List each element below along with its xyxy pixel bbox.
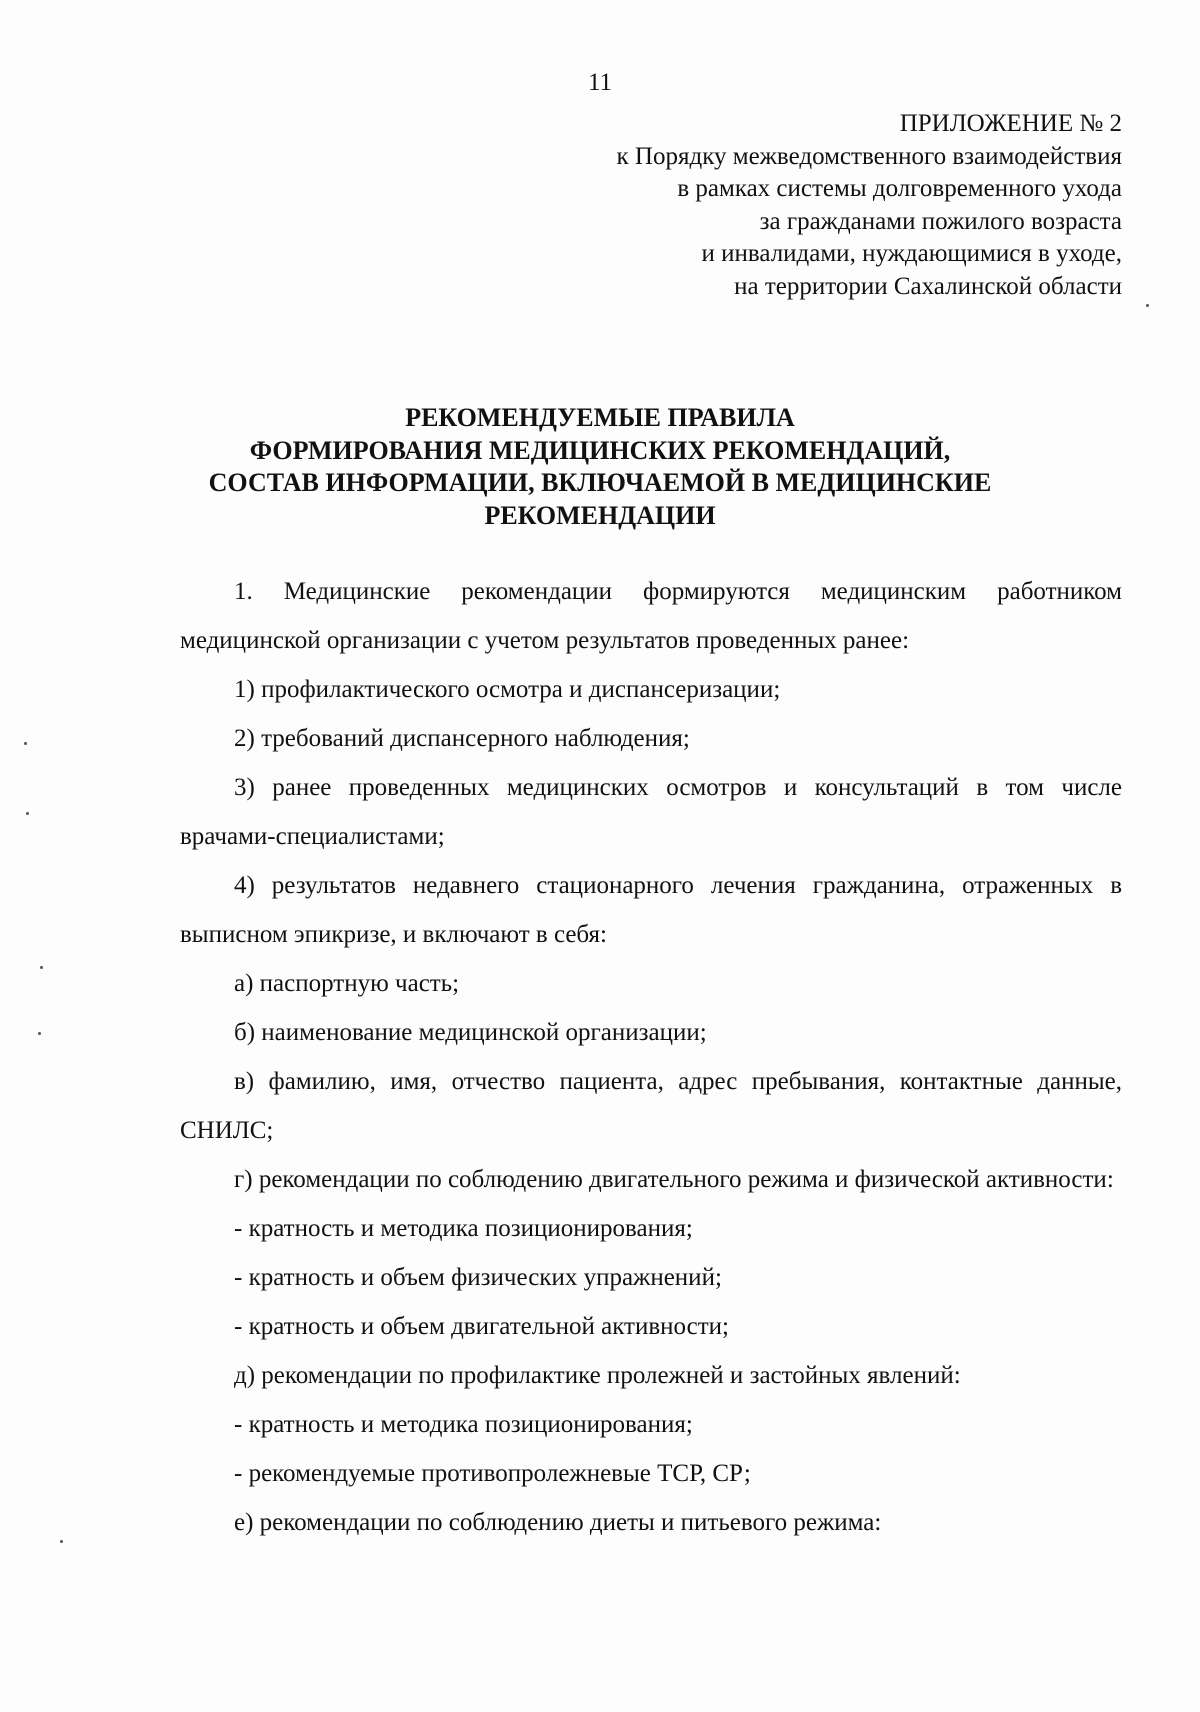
list-item-3: 3) ранее проведенных медицинских осмотров и консультаций в том числе врачами-специалистами;	[180, 774, 1122, 850]
subitem-d: д) рекомендации по профилактике пролежней и застойных явлений:	[234, 1362, 961, 1389]
scan-speck	[26, 812, 29, 815]
appendix-line: ПРИЛОЖЕНИЕ № 2	[899, 110, 1122, 137]
appendix-line: к Порядку межведомственного взаимодействия	[616, 142, 1122, 170]
scan-speck	[40, 966, 43, 969]
subitem-v: в) фамилию, имя, отчество пациента, адрес пребывания, контактные данные, СНИЛС;	[180, 1068, 1122, 1144]
list-item-4: 4) результатов недавнего стационарного лечения гражданина, отраженных в выписном эпикризе, и включают в себя:	[180, 872, 1122, 948]
document-title	[0, 402, 1200, 532]
scan-speck	[1146, 304, 1149, 307]
subitem-g-dash-1: - кратность и методика позиционирования;	[234, 1215, 693, 1242]
subitem-a: а) паспортную часть;	[234, 970, 460, 997]
subitem-g: г) рекомендации по соблюдению двигательного режима и физической активности:	[234, 1166, 1114, 1193]
subitem-d-dash-1: - кратность и методика позиционирования;	[234, 1411, 693, 1438]
scan-speck	[60, 1540, 63, 1543]
title-line: ФОРМИРОВАНИЯ МЕДИЦИНСКИХ РЕКОМЕНДАЦИЙ,	[249, 435, 951, 465]
title-line: РЕКОМЕНДУЕМЫЕ ПРАВИЛА	[405, 403, 795, 432]
appendix-line: в рамках системы долговременного ухода	[677, 175, 1122, 202]
document-body	[180, 567, 1122, 1547]
title-line: РЕКОМЕНДАЦИИ	[484, 500, 716, 530]
list-item-2: 2) требований диспансерного наблюдения;	[234, 725, 690, 752]
subitem-g-dash-2: - кратность и объем физических упражнений;	[234, 1264, 722, 1291]
subitem-d-dash-2: - рекомендуемые противопролежневые ТСР, СР;	[234, 1460, 751, 1487]
list-item-1: 1) профилактического осмотра и диспансеризации;	[234, 676, 781, 703]
appendix-line: на территории Сахалинской области	[734, 272, 1122, 300]
appendix-line: за гражданами пожилого возраста	[759, 207, 1122, 235]
title-line: СОСТАВ ИНФОРМАЦИИ, ВКЛЮЧАЕМОЙ В МЕДИЦИНСКИЕ	[208, 468, 992, 497]
subitem-g-dash-3: - кратность и объем двигательной активности;	[234, 1313, 729, 1340]
scan-speck	[24, 742, 27, 745]
subitem-e: е) рекомендации по соблюдению диеты и питьевого режима:	[234, 1509, 882, 1536]
appendix-line: и инвалидами, нуждающимися в уходе,	[701, 240, 1122, 267]
paragraph-1: 1. Медицинские рекомендации формируются медицинским работником медицинской организации с учетом результатов проведенных ранее:	[180, 578, 1122, 654]
scan-speck	[38, 1032, 41, 1035]
subitem-b: б) наименование медицинской организации;	[234, 1019, 707, 1046]
page-number: 11	[587, 69, 613, 96]
appendix-header	[617, 108, 1122, 303]
